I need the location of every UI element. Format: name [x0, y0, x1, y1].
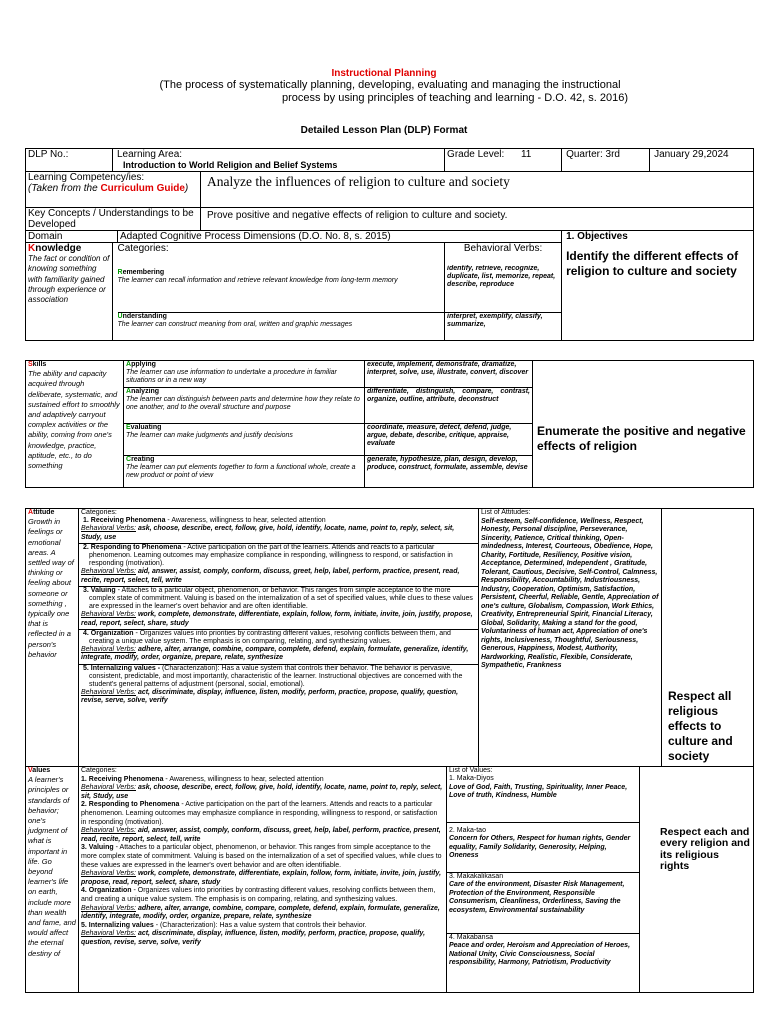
creating-cell [124, 456, 365, 488]
knowledge-categories-label: Categories: [118, 243, 445, 265]
learning-area-label: Learning Area: [117, 149, 183, 160]
attitudes-list-cell [479, 509, 662, 767]
values-cat3-desc: - Attaches to a particular object, phenomenon, or behavior. This ranges from simple acceptance to the more complex state of commitment. Valuing is based on the internalization of a set of specified values, while clues to these values are expressed in the learner's overt behavior and are often identifiable. [81, 844, 442, 869]
creating-initial: C [126, 456, 132, 463]
dlp-no-label: DLP No.: [26, 149, 113, 172]
values-cat3-title: 3. Valuing [81, 844, 114, 852]
attitude-cat4-desc: - Organizes values into priorities by contrasting different values, resolving conflicts between them, and creating a unique value system. The emphasis is on comparing, relating, and synthesizing values. [89, 629, 451, 646]
competency-source-close: ) [184, 183, 189, 194]
applying-verbs: execute, implement, demonstrate, dramatize, interpret, solve, use, illustrate, convert, discover [365, 361, 533, 388]
values-objective: Respect each and every religion and its religious rights [660, 825, 750, 872]
creating-verbs: generate, hypothesize, plan, design, develop, produce, construct, formulate, assemble, devise [365, 456, 533, 488]
knowledge-objective-cell [562, 243, 754, 341]
understanding-description: The learner can construct meaning from oral, written and graphic messages [117, 321, 353, 329]
values-cat5-verbs: act, discriminate, display, influence, listen, modify, perform, practice, propose, qualify, question, revise, serve, solve, verify [81, 930, 426, 946]
knowledge-description: The fact or condition of knowing something with familiarity gained through experience or association [28, 254, 110, 305]
attitude-cat5-verbs: act, discriminate, display, influence, listen, modify, perform, practice, propose, qualify, question, revise, serve, solve, verify [81, 689, 459, 705]
values-categories-cell [79, 767, 447, 993]
attitude-cat2 [79, 544, 478, 587]
values-group2-title: 2. Maka-tao [449, 827, 486, 834]
values-cat5-desc: - (Characterization): Has a value system that controls their behavior. [153, 921, 367, 929]
dimensions-label: Adapted Cognitive Process Dimensions (D.O. No. 8, s. 2015) [118, 231, 562, 243]
values-cat1-verbs: ask, choose, describe, erect, follow, give, hold, identify, locate, name, point to, reply, select, sit, Study, use [81, 784, 443, 800]
attitude-cat4-verbs-label: Behavioral Verbs: [81, 646, 136, 654]
remembering-cell [118, 265, 445, 313]
attitude-cat1-desc: - Awareness, willingness to hear, selected attention [165, 517, 326, 525]
analyzing-initial: A [126, 388, 132, 395]
skills-domain-cell [26, 361, 124, 488]
attitude-cat5 [79, 665, 478, 706]
knowledge-domain-cell [26, 243, 113, 341]
values-label: alues [32, 767, 51, 774]
values-initial: V [28, 767, 33, 774]
values-cat3-verbs: work, complete, demonstrate, differentiate, explain, follow, form, initiate, invite, join, justify, propose, read, report, select, share, study [81, 870, 442, 886]
evaluating-initial: E [126, 424, 131, 431]
remembering-description: The learner can recall information and retrieve relevant knowledge from long-term memory [117, 276, 398, 284]
values-cat4-verbs-label: Behavioral Verbs: [81, 904, 136, 912]
skills-description: The ability and capacity acquired through deliberate, systematic, and sustained effort to smoothly and adaptively carryout complex activities or the ability, coming from one's knowledge, practice, aptitude, etc., to do something [28, 369, 120, 471]
attitude-cat5-title: 5. Internalizing values - [83, 664, 161, 672]
analyzing-verbs: differentiate, distinguish, compare, contrast, organize, outline, attribute, deconstruct [365, 388, 533, 424]
curriculum-guide-label: Curriculum Guide [100, 183, 185, 194]
knowledge-objective: Identify the different effects of religion to culture and society [566, 248, 739, 278]
dlp-table-skills [25, 360, 754, 488]
values-list-label: List of Values: [449, 767, 493, 774]
attitude-cat2-verbs: aid, answer, assist, comply, conform, discuss, greet, help, label, perform, practice, present, read, recite, report, select, tell, write [81, 568, 460, 584]
attitude-objective: Respect all religious effects to culture and society [668, 689, 733, 763]
knowledge-initial: K [28, 243, 36, 254]
applying-cell [124, 361, 365, 388]
applying-initial: A [126, 361, 132, 368]
attitude-cat3-title: 3. Valuing [83, 586, 116, 594]
attitude-cat1-verbs-label: Behavioral Verbs: [81, 525, 136, 533]
attitude-cat2-title: 2. Responding to Phenomena [83, 543, 182, 551]
evaluating-cell [124, 424, 365, 456]
knowledge-verbs-label: Behavioral Verbs: [445, 243, 562, 265]
attitude-cat5-desc: (Characterization): Has a value system that controls their behavior. The behavior is pervasive, consistent, predictable, and most importantly, characteristic of the learner. Instructional objectives are concerned with the student's general patterns of adjustment (personal, social, emotional). [89, 664, 463, 689]
skills-objective: Enumerate the positive and negative effects of religion [537, 423, 746, 453]
attitude-cat3-desc: - Attaches to a particular object, phenomenon, or behavior. This ranges from simple acceptance to the more complex state of commitment. Valuing is based on the internalization of a set of specified values, while clues to these values are expressed in the learner's overt behavior and are often identifiable. [89, 586, 473, 611]
attitude-domain-cell [26, 509, 79, 767]
values-cat1-desc: - Awareness, willingness to hear, selected attention [163, 775, 324, 783]
attitude-cat2-verbs-label: Behavioral Verbs: [81, 568, 136, 576]
values-cat1-verbs-label: Behavioral Verbs: [81, 784, 136, 792]
attitude-cat5-verbs-label: Behavioral Verbs: [81, 689, 136, 697]
values-cat2-verbs-label: Behavioral Verbs: [81, 827, 136, 835]
attitude-description: Growth in feelings or emotional areas. A settled way of thinking or feeling about someone or something , typically one that is reflected in a person's behavior [28, 517, 74, 659]
learning-competency-label: Learning Competency/ies: [28, 172, 145, 183]
values-group2-list: Concern for Others, Respect for human rights, Gender equality, Family Solidarity, Generosity, Helping, Oneness [449, 835, 631, 860]
attitudes-list: Self-esteem, Self-confidence, Wellness, Respect, Honesty, Personal discipline, Perseverance, Sincerity, Patience, Critical thinking, Open-mindedness, Interest, Courteous, Obedience, Hope, Charity, Fortitude, Resiliency, Positive vision, Acceptance, Determined, Independent , Gratitude, Tolerant, Cautious, Decisive, Self-Control, Calmness, Responsibility, Accountability, Industriousness, Industry, Cooperation, Optimism, Satisfaction, Persistent, Cheerful, Reliable, Gentle, Appreciation of one's culture, Globalism, Compassion, Work Ethics, Creativity, Entrepreneurial Spirit, Financial Literacy, Global, Solidarity, Making a stand for the good, Voluntariness of human act, Appreciation of one's rights, Inclusiveness, Thoughtful, Seriousness, Generous, Happiness, Modest, Authority, Hardworking, Realistic, Flexible, Considerate, Sympathetic, Frankness [481, 517, 659, 669]
grade-level-cell [445, 149, 562, 172]
creating-label: reating [131, 456, 155, 463]
creating-description: The learner can put elements together to form a functional whole, create a new product or point of view [126, 464, 356, 480]
attitude-cat1 [79, 517, 478, 544]
attitude-initial: A [28, 509, 34, 516]
learning-area-cell [113, 149, 445, 172]
applying-description: The learner can use information to undertake a procedure in familiar situations or in a new way [126, 369, 337, 385]
values-domain-cell [26, 767, 79, 993]
attitude-label: ttitude [33, 509, 55, 516]
attitude-cat4 [79, 630, 478, 665]
evaluating-description: The learner can make judgments and justify decisions [126, 432, 293, 440]
attitudes-list-label: List of Attitudes: [481, 509, 531, 516]
dlp-table-attitude [25, 508, 754, 767]
values-cat5-title: 5. Internalizing values [81, 921, 154, 929]
planning-description-line1: (The process of systematically planning, developing, evaluating and managing the instructional [159, 79, 621, 91]
grade-level-value: 11 [520, 149, 532, 160]
values-group3-list: Care of the environment, Disaster Risk Management, Protection of the Environment, Responsible Consumerism, Cleanliness, Orderliness, Saving the ecosystem, Environmental sustainability [449, 881, 625, 914]
analyzing-label: nalyzing [131, 388, 160, 395]
values-categories-label: Categories: [81, 767, 117, 774]
attitude-cat4-verbs: adhere, alter, arrange, combine, compare, complete, defend, explain, formulate, generalize, identify, integrate, modify, order, organize, prepare, relate, synthesize [81, 646, 469, 662]
competency-source-text: (Taken from the [28, 183, 101, 194]
applying-label: pplying [131, 361, 156, 368]
planning-title: Instructional Planning [331, 68, 437, 79]
evaluating-verbs: coordinate, measure, detect, defend, judge, argue, debate, describe, critique, appraise, evaluate [365, 424, 533, 456]
values-cat4-desc: - Organizes values into priorities by contrasting different values, resolving conflicts between them, and creating a unique value system. The emphasis is on comparing, relating, and synthesizing values. [81, 887, 436, 903]
key-concepts-label: Key Concepts / Understandings to be Developed [26, 208, 201, 231]
learning-competency-label-cell [26, 172, 201, 208]
attitude-categories-label: Categories: [81, 509, 117, 516]
date-cell: January 29,2024 [650, 149, 754, 172]
values-group4-cell [447, 934, 640, 993]
values-cat1-title: 1. Receiving Phenomena [81, 775, 164, 783]
attitude-cat3-verbs: work, complete, demonstrate, differentiate, explain, follow, form, initiate, invite, join, justify, propose, read, report, select, share, study [81, 611, 473, 627]
evaluating-label: valuating [130, 424, 162, 431]
remembering-initial: R [117, 268, 123, 276]
skills-label: kills [32, 361, 47, 368]
values-group4-title: 4. Makabansa [449, 934, 493, 941]
attitude-cat1-verbs: ask, choose, describe, erect, follow, give, hold, identify, locate, name, point to, reply, select, sit, Study, use [81, 525, 455, 541]
domain-label: Domain [26, 231, 118, 243]
attitude-objective-cell [662, 509, 754, 767]
remembering-verbs: identify, retrieve, recognize, duplicate, list, memorize, repeat, describe, reproduce [445, 265, 562, 313]
values-cat4-title: 4. Organization [81, 887, 132, 895]
learning-area-value: Introduction to World Religion and Belief Systems [123, 160, 338, 170]
attitude-cat4-title: 4. Organization [83, 629, 134, 637]
values-cat4-verbs: adhere, alter, arrange, combine, compare, complete, defend, explain, formulate, generalize, identify, integrate, modify, order, organize, prepare, relate, synthesize [81, 904, 440, 921]
values-description: A learner's principles or standards of behavior; one's judgment of what is important in life. Go beyond learner's life on earth, include more than wealth and fame, and would affect the eternal destiny of [28, 775, 76, 958]
values-objective-cell [640, 823, 754, 873]
understanding-verbs: interpret, exemplify, classify, summarize, [445, 313, 562, 341]
dlp-table-knowledge [25, 148, 754, 341]
values-cat2-title: 2. Responding to Phenomena [81, 801, 180, 809]
skills-objective-cell [533, 424, 754, 488]
planning-description-line2: process by using principles of teaching and learning - D.O. 42, s. 2016) [281, 92, 629, 104]
attitude-categories-cell [79, 509, 479, 767]
values-group3-cell [447, 873, 640, 934]
values-cat3-verbs-label: Behavioral Verbs: [81, 870, 136, 878]
key-concepts-value: Prove positive and negative effects of religion to culture and society. [201, 208, 754, 231]
dlp-format-title: Detailed Lesson Plan (DLP) Format [300, 125, 468, 136]
attitude-cat1-title: 1. Receiving Phenomena [83, 517, 166, 525]
values-group1-title: 1. Maka-Diyos [449, 775, 494, 783]
values-group3-title: 3. Makakalikasan [449, 873, 504, 880]
values-cat2-desc: - Active participation on the part of the learners. Attends and reacts to a particular phenomenon. Learning outcomes may emphasize compliance in responding, willingness to respond, or satisfaction in responding (motivation). [81, 801, 438, 826]
understanding-label: nderstanding [122, 313, 167, 320]
knowledge-label: nowledge [35, 243, 82, 254]
attitude-cat3-verbs-label: Behavioral Verbs: [81, 611, 136, 619]
analyzing-cell [124, 388, 365, 424]
values-cat5-verbs-label: Behavioral Verbs: [81, 930, 136, 938]
objectives-label: 1. Objectives [562, 231, 754, 243]
values-group2-cell [447, 823, 640, 873]
values-group1-list: Love of God, Faith, Trusting, Spirituality, Inner Peace, Love of truth, Kindness, Humble [449, 783, 628, 800]
values-group4-list: Peace and order, Heroism and Appreciation of Heroes, National Unity, Civic Consciousness, Social responsibility, Harmony, Patriotism, Productivity [449, 942, 631, 967]
values-cat2-verbs: aid, answer, assist, comply, conform, discuss, greet, help, label, perform, practice, present, read, recite, report, select, tell, write [81, 827, 441, 843]
grade-level-label: Grade Level: [447, 149, 505, 160]
attitude-cat2-desc: - Active participation on the part of the learners. Attends and reacts to a particular phenomenon. Learning outcomes may emphasize compliance in responding, willingness to respond, or satisfaction in responding (motivation). [89, 543, 453, 568]
understanding-initial: U [117, 313, 123, 320]
attitude-cat3 [79, 587, 478, 630]
dlp-table-values [25, 766, 754, 993]
learning-competency-value: Analyze the influences of religion to culture and society [201, 172, 754, 208]
values-group1-cell [447, 767, 640, 823]
analyzing-description: The learner can distinguish between parts and determine how they relate to one another, and to the overall structure and purpose [126, 396, 360, 412]
skills-initial: S [28, 361, 33, 368]
remembering-label: emembering [122, 268, 165, 276]
understanding-cell [118, 313, 445, 341]
quarter-cell: Quarter: 3rd [562, 149, 650, 172]
